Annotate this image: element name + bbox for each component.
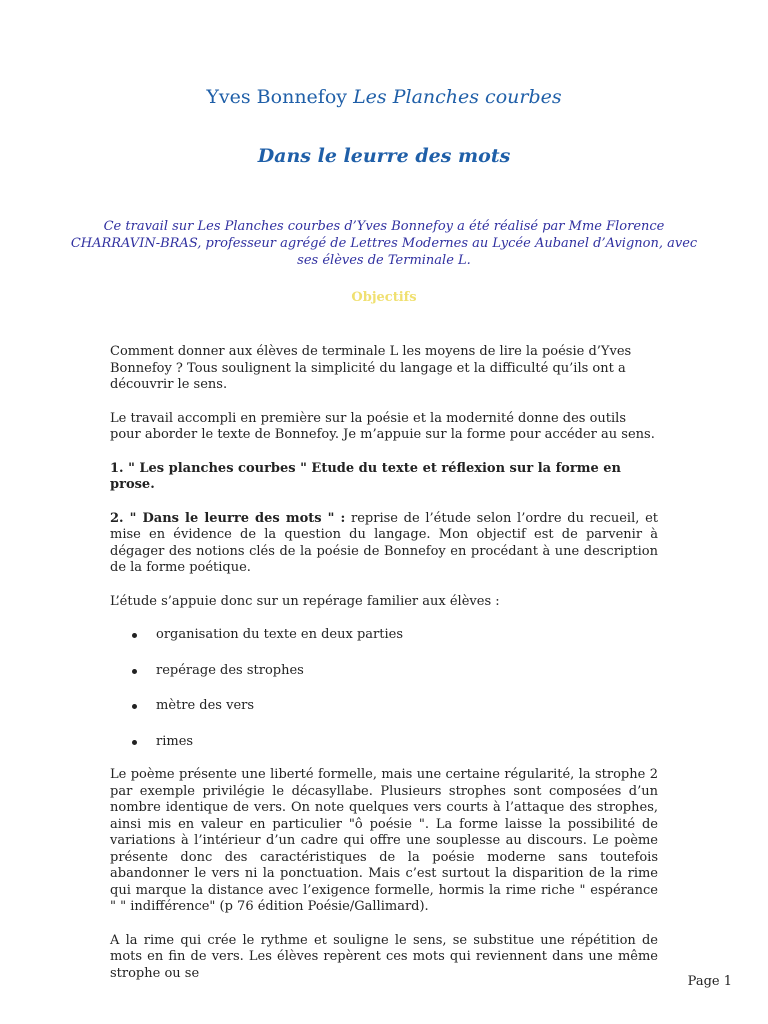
title-book: Les Planches courbes [353, 86, 562, 108]
paragraph-5: A la rime qui crée le rythme et souligne le sens, se substitue une répétition de mots en fin de vers. Les élèves repèrent ces mots qui reviennent dans une même strophe ou se [110, 932, 658, 981]
paragraph-2: Le travail accompli en première sur la poésie et la modernité donne des outils pour aborder le texte de Bonnefoy. Je m’appuie sur la forme pour accéder au sens. [110, 410, 655, 442]
title-author: Yves Bonnefoy [206, 86, 348, 108]
list-item-text: rimes [156, 733, 194, 749]
paragraph-4: Le poème présente une liberté formelle, mais une certaine régularité, la strophe 2 par exemple privilégie le décasyllabe. Plusieurs strophes sont composées d’un nombre identique de vers. On note quelques vers courts à l’attaque des strophes, ainsi mis en valeur en particulier "ô poésie ". La forme laisse la possibilité de variations à l’intérieur d’un cadre qui offre une souplesse au discours. Le poème présente donc des caractéristiques de la poésie moderne sans toutefois abandonner le vers ni la ponctuation. Mais c’est surtout la disparition de la rime qui marque la distance avec l’exigence formelle, hormis la rime riche " espérance " " indifférence" (p 76 édition Poésie/Gallimard). [110, 767, 658, 914]
bullet-list [110, 627, 658, 750]
bullet-icon [132, 669, 137, 674]
document-title [0, 86, 768, 108]
list-item [110, 698, 658, 715]
paragraph-1: Comment donner aux élèves de terminale L les moyens de lire la poésie d’Yves Bonnefoy ? Tous soulignent la simplicité du langage et la difficulté qu’ils ont a découvrir le sens. [110, 344, 632, 392]
paragraph-3: L’étude s’appuie donc sur un repérage familier aux élèves : [110, 593, 500, 609]
section-heading-objectifs: Objectifs [351, 290, 417, 305]
numbered-item-2-heading: 2. " Dans le leurre des mots " : [110, 510, 346, 526]
list-item-text: repérage des strophes [156, 662, 304, 678]
list-item [110, 663, 658, 680]
document-subtitle: Dans le leurre des mots [257, 145, 511, 167]
numbered-item-2-text: reprise de l’étude selon l’ordre du recueil, et mise en évidence de la question du langage. Mon objectif est de parvenir à dégager des notions clés de la poésie de Bonnefoy en procédant à une description de la forme poétique. [110, 510, 658, 575]
numbered-item-1: 1. " Les planches courbes " Etude du texte et réflexion sur la forme en prose. [110, 460, 621, 492]
bullet-icon [132, 704, 137, 709]
list-item-text: organisation du texte en deux parties [156, 627, 403, 642]
numbered-item-2 [110, 511, 658, 577]
list-item [110, 734, 658, 751]
page-number: Page 1 [687, 974, 732, 989]
bullet-icon [132, 740, 137, 745]
bullet-icon [132, 633, 137, 638]
intro-paragraph: Ce travail sur Les Planches courbes d’Yves Bonnefoy a été réalisé par Mme Florence CHARRAVIN-BRAS, professeur agrégé de Lettres Modernes au Lycée Aubanel d’Avignon, avec ses élèves de Terminale L. [70, 219, 698, 268]
list-item [110, 627, 658, 644]
body-content [110, 344, 658, 999]
list-item-text: mètre des vers [156, 698, 255, 713]
